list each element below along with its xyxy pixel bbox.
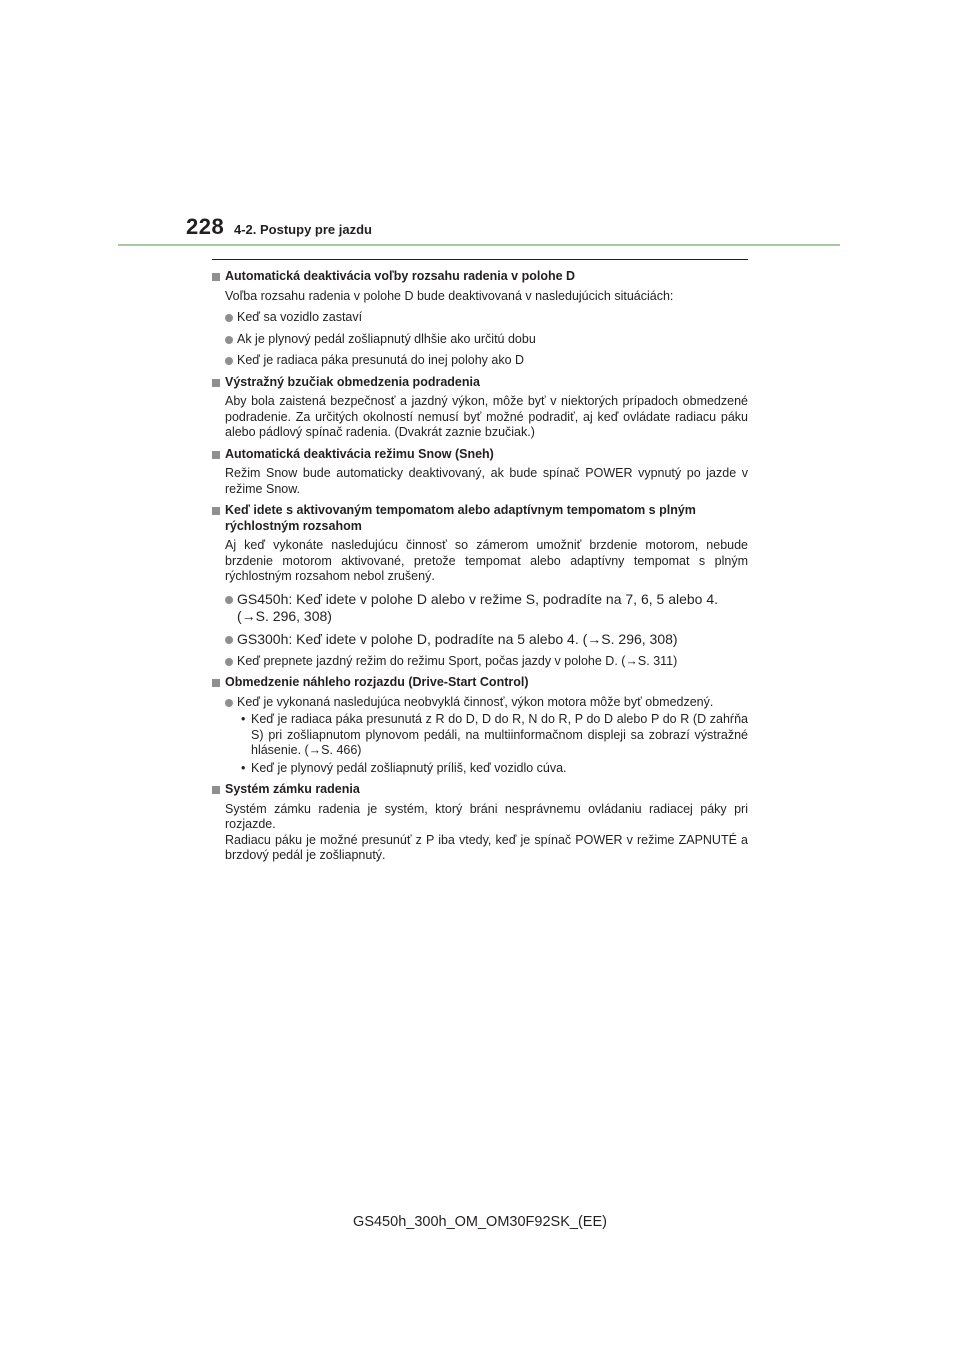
sub-list-item-text: Keď je plynový pedál zošliapnutý príliš, keď vozidlo cúva. [251, 760, 567, 775]
page-content [212, 269, 748, 870]
section-heading [212, 269, 748, 285]
list-item-text: GS300h: Keď idete v polohe D, podradíte na 5 alebo 4. (→S. 296, 308) [237, 630, 678, 647]
circle-bullet-icon [225, 336, 233, 344]
section-heading [212, 375, 748, 391]
sub-list-item [212, 761, 748, 777]
heading-text: Automatická deaktivácia voľby rozsahu radenia v polohe D [225, 269, 576, 283]
paragraph: Režim Snow bude automaticky deaktivovaný, ak bude spínač POWER vypnutý po jazde v režime Snow. [225, 466, 748, 496]
heading-text: Výstražný bzučiak obmedzenia podradenia [225, 374, 480, 389]
paragraph: Radiacu páku je možné presunúť z P iba vtedy, keď je spínač POWER v režime ZAPNUTÉ a brzdový pedál je zošliapnutý. [225, 832, 748, 862]
dot-marker: • [241, 712, 246, 726]
section-rule [212, 259, 748, 260]
paragraph: Systém zámku radenia je systém, ktorý bráni nesprávnemu ovládaniu radiacej páky pri rozjazde. [225, 801, 748, 831]
list-item [212, 695, 748, 711]
list-item-text: Keď sa vozidlo zastaví [237, 310, 363, 324]
square-bullet-icon [212, 507, 220, 515]
circle-bullet-icon [225, 636, 233, 644]
section-heading [212, 447, 748, 463]
list-item [212, 591, 748, 625]
heading-text: Automatická deaktivácia režimu Snow (Sneh) [225, 446, 494, 461]
circle-bullet-icon [225, 357, 233, 365]
square-bullet-icon [212, 451, 220, 459]
section-heading [212, 782, 748, 798]
chapter-title: 4-2. Postupy pre jazdu [234, 222, 372, 237]
list-item-text: Keď je radiaca páka presunutá do inej polohy ako D [237, 353, 525, 367]
heading-text: Obmedzenie náhleho rozjazdu (Drive-Start Control) [225, 675, 529, 689]
footer-document-code: GS450h_300h_OM_OM30F92SK_(EE) [353, 1214, 607, 1230]
paragraph: Aby bola zaistená bezpečnosť a jazdný výkon, môže byť v niektorých prípadoch obmedzené podradenie. Za určitých okolností nemusí byť možné podradiť, aj keď ovládate radiacu páku alebo pádlový spínač radenia. (Dvakrát zaznie bzučiak.) [225, 394, 748, 439]
paragraph: Aj keď vykonáte nasledujúcu činnosť so zámerom umožniť brzdenie motorom, nebude brzdenie motorom aktivované, pretože tempomat alebo adaptívny tempomat s plným rýchlostným rozsahom nebol zrušený. [225, 538, 748, 583]
list-item [212, 353, 748, 369]
circle-bullet-icon [225, 596, 233, 604]
paragraph: Voľba rozsahu radenia v polohe D bude deaktivovaná v nasledujúcich situáciách: [225, 288, 674, 303]
circle-bullet-icon [225, 314, 233, 322]
heading-text: Systém zámku radenia [225, 782, 360, 796]
square-bullet-icon [212, 379, 220, 387]
list-item-text: GS450h: Keď idete v polohe D alebo v režime S, podradíte na 7, 6, 5 alebo 4. (→S. 296, 308) [237, 590, 719, 624]
list-item [212, 631, 748, 648]
list-item-text: Keď prepnete jazdný režim do režimu Sport, počas jazdy v polohe D. (→S. 311) [237, 653, 678, 668]
sub-list-item [212, 712, 748, 759]
page-number: 228 [186, 214, 225, 239]
list-item [212, 654, 748, 670]
header-rule [118, 244, 840, 246]
heading-text: Keď idete s aktivovaným tempomatom alebo adaptívnym tempomatom s plným rýchlostným rozsahom [225, 503, 696, 533]
list-item-text: Ak je plynový pedál zošliapnutý dlhšie ako určitú dobu [237, 331, 536, 346]
list-item [212, 332, 748, 348]
circle-bullet-icon [225, 699, 233, 707]
circle-bullet-icon [225, 658, 233, 666]
square-bullet-icon [212, 273, 220, 281]
square-bullet-icon [212, 679, 220, 687]
section-heading [212, 503, 748, 534]
section-heading [212, 675, 748, 691]
list-item [212, 310, 748, 326]
list-item-text: Keď je vykonaná nasledujúca neobvyklá činnosť, výkon motora môže byť obmedzený. [237, 694, 714, 709]
square-bullet-icon [212, 786, 220, 794]
dot-marker: • [241, 760, 246, 775]
sub-list-item-text: Keď je radiaca páka presunutá z R do D, D do R, N do R, P do D alebo P do R (D zahŕňa S) pri zošliapnutom plynovom pedáli, na multiinformačnom displeji sa zobrazí výstražné hlásenie. (→S. 466) [251, 712, 748, 757]
